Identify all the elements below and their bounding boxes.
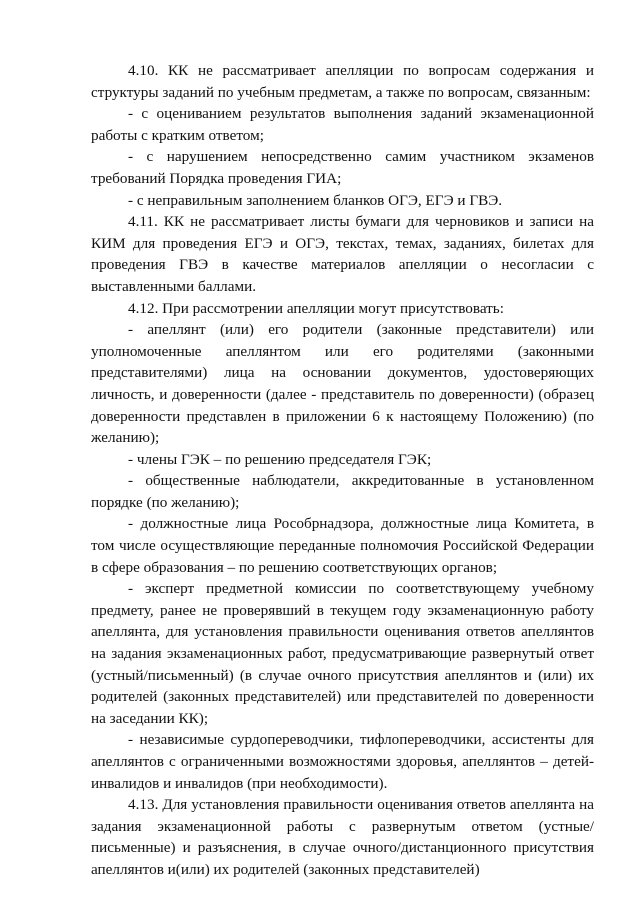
document-page — [91, 60, 594, 881]
paragraph-4-10: 4.10. КК не рассматривает апелляции по вопросам содержания и структуры заданий по учебным предметам, а также по вопросам, связанным: — [91, 62, 594, 101]
list-item-appellant: - апеллянт (или) его родители (законные представители) или уполномоченные апеллянтом или его родителями (законными представителями) лица на основании документов, удостоверяющих личность, и доверенности (далее - представитель по доверенности) (образец доверенности представлен в приложении 6 к настоящему Положению) (по желанию); — [91, 321, 594, 447]
list-item-public-observers: - общественные наблюдатели, аккредитованные в установленном порядке (по желанию); — [91, 472, 594, 511]
paragraph-4-12: 4.12. При рассмотрении апелляции могут присутствовать: — [128, 299, 504, 317]
list-item-short-answer: - с оцениванием результатов выполнения заданий экзаменационной работы с кратким ответом; — [91, 105, 594, 144]
list-item-gek-members: - члены ГЭК – по решению председателя ГЭК; — [128, 450, 432, 468]
list-item-officials: - должностные лица Рособрнадзора, должностные лица Комитета, в том числе осуществляющие переданные полномочия Российской Федерации в сфере образования – по решению соответствующих органов; — [91, 515, 594, 576]
paragraph-4-11: 4.11. КК не рассматривает листы бумаги для черновиков и записи на КИМ для проведения ЕГЭ и ОГЭ, текстах, темах, заданиях, билетах для проведения ГВЭ в качестве материалов апелляции о несогласии с выставленными баллами. — [91, 213, 594, 295]
list-item-blank-filling: - с неправильным заполнением бланков ОГЭ, ЕГЭ и ГВЭ. — [128, 191, 503, 209]
list-item-interpreters: - независимые сурдопереводчики, тифлопереводчики, ассистенты для апеллянтов с ограниченными возможностями здоровья, апеллянтов – детей-инвалидов и инвалидов (при необходимости). — [91, 731, 594, 792]
list-item-subject-expert: - эксперт предметной комиссии по соответствующему учебному предмету, ранее не проверявший в текущем году экзаменационную работу апеллянта, для установления правильности оценивания ответов апеллянтов на задания экзаменационных работ, предусматривающие развернутый ответ (устный/письменный) (в случае очного присутствия апеллянтов и (или) их родителей (законных представителей) или представителей по доверенности на заседании КК); — [91, 580, 594, 727]
list-item-procedure-violation: - с нарушением непосредственно самим участником экзаменов требований Порядка проведения ГИА; — [91, 148, 594, 187]
paragraph-4-13: 4.13. Для установления правильности оценивания ответов апеллянта на задания экзаменационной работы с развернутым ответом (устные/письменные) и разъяснения, в случае очного/дистанционного присутствия апеллянтов и(или) их родителей (законных представителей) — [91, 796, 594, 878]
